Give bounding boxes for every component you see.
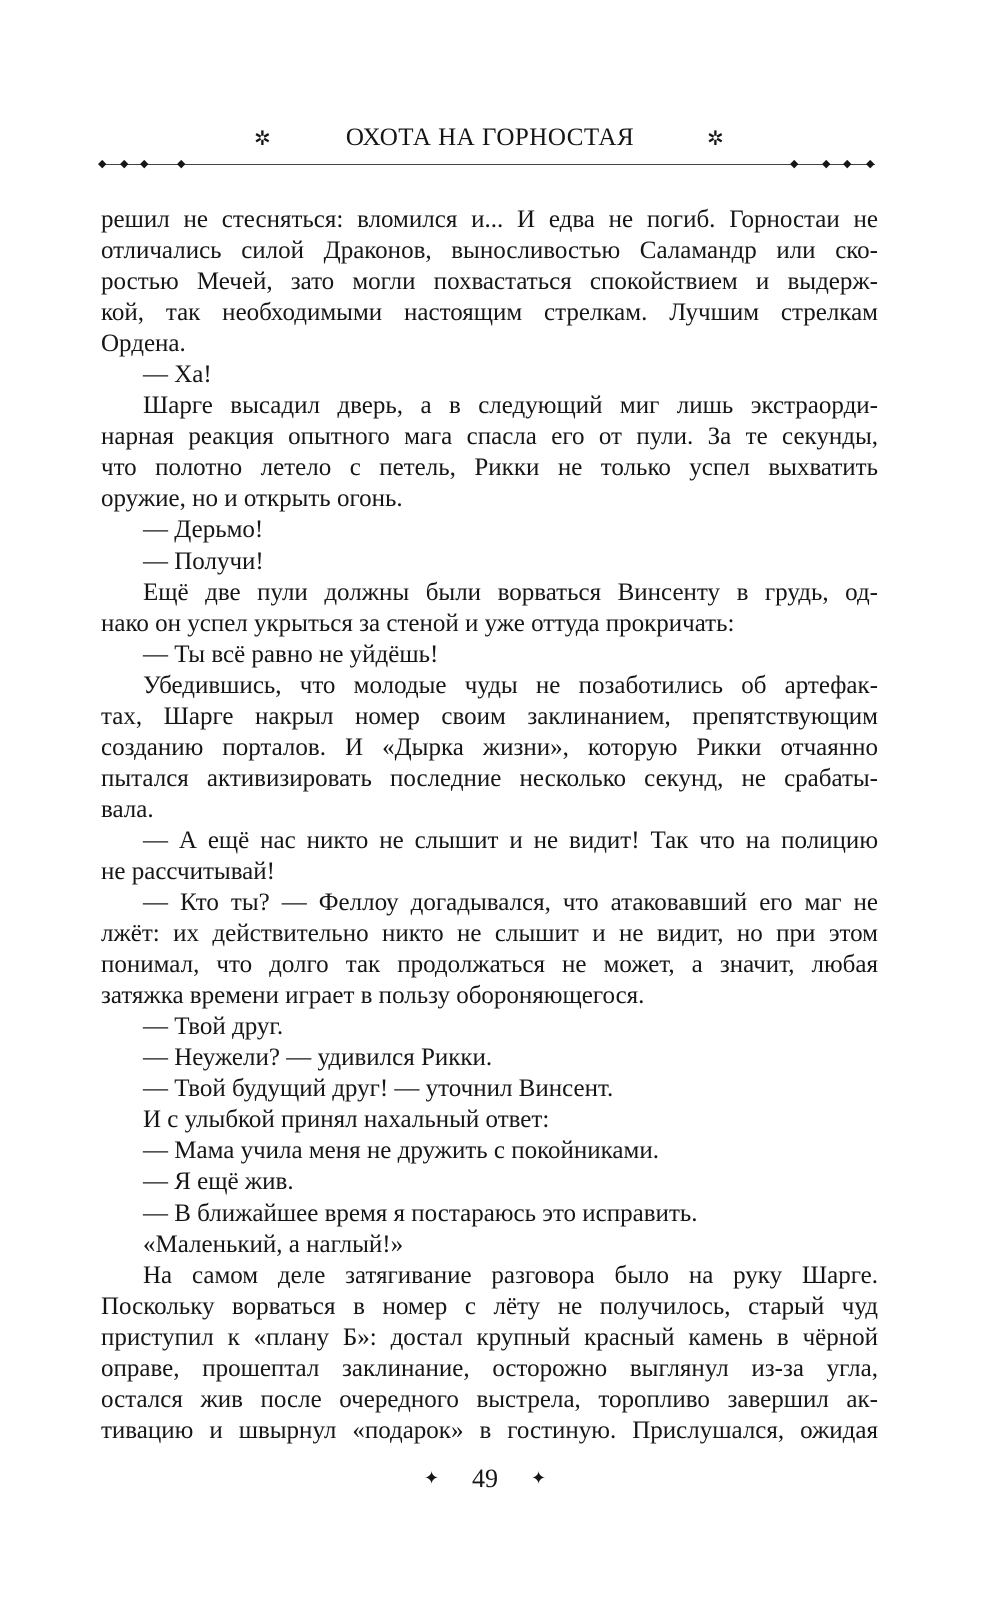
paragraph — [101, 577, 878, 639]
text-line: не рассчитывай! — [101, 857, 275, 885]
text-line: «Маленький, а наглый!» — [143, 1230, 404, 1258]
text-line: остался жив после очередного выстрела, торопливо завершил ак- — [101, 1385, 878, 1413]
rule-diamond-icon: ◆ — [866, 158, 875, 170]
paragraph — [101, 390, 878, 514]
paragraph — [101, 1042, 878, 1073]
paragraph — [101, 546, 878, 577]
text-line: Поскольку ворваться в номер с лёту не получилось, старый чуд — [101, 1292, 878, 1320]
text-line: нарная реакция опытного мага спасла его от пули. За те секунды, — [101, 423, 878, 451]
text-line: понимал, что долго так продолжаться не может, а значит, любая — [101, 951, 878, 979]
text-line: ростью Мечей, зато могли похвастаться спокойствием и выдерж- — [101, 268, 878, 296]
text-line: — Я ещё жив. — [143, 1168, 294, 1196]
paragraph — [101, 825, 878, 887]
text-line: оправе, прошептал заклинание, осторожно выглянул из-за угла, — [101, 1354, 878, 1382]
rule-diamond-icon: ◆ — [790, 158, 799, 170]
text-line: Шарге высадил дверь, а в следующий миг лишь экстраорди- — [143, 392, 878, 420]
rule-diamond-icon: ◆ — [177, 158, 186, 170]
text-line: созданию порталов. И «Дырка жизни», которую Рикки отчаянно — [101, 733, 878, 761]
rule-diamond-icon: ◆ — [98, 158, 107, 170]
running-header — [0, 124, 1000, 160]
paragraph — [101, 1104, 878, 1135]
text-line: приступил к «плану Б»: достал крупный красный камень в чёрной — [101, 1323, 878, 1351]
text-line: На самом деле затягивание разговора было на руку Шарге. — [143, 1261, 878, 1289]
text-line: — Ха! — [143, 361, 212, 389]
star-right-icon: ✦ — [531, 1468, 547, 1488]
paragraph — [101, 670, 878, 825]
text-line: — Твой друг. — [143, 1013, 284, 1041]
paragraph — [101, 514, 878, 545]
paragraph — [101, 1229, 878, 1260]
paragraph — [101, 1135, 878, 1166]
text-line: отличались силой Драконов, выносливостью Саламандр или ско- — [101, 237, 878, 265]
text-line: лжёт: их действительно никто не слышит и не видит, но при этом — [101, 920, 878, 948]
ornament-left-icon: ✲ — [254, 128, 271, 150]
text-line: что полотно летело с петель, Рикки не только успел выхватить — [101, 454, 878, 482]
running-title: ОХОТА НА ГОРНОСТАЯ — [345, 124, 635, 151]
text-line: — Твой будущий друг! — уточнил Винсент. — [143, 1075, 614, 1103]
text-line: нако он успел укрыться за стеной и уже оттуда прокричать: — [101, 609, 735, 637]
page-number: 49 — [472, 1464, 498, 1493]
text-line: пытался активизировать последние несколько секунд, не срабаты- — [101, 764, 878, 792]
header-rule — [104, 164, 875, 165]
paragraph — [101, 1011, 878, 1042]
paragraph — [101, 1166, 878, 1197]
paragraph — [101, 1260, 878, 1446]
text-line: вала. — [101, 795, 154, 823]
text-line: — А ещё нас никто не слышит и не видит! Так что на полицию — [143, 826, 878, 854]
paragraph — [101, 1073, 878, 1104]
star-left-icon: ✦ — [424, 1468, 440, 1488]
text-line: — Получи! — [143, 547, 264, 575]
text-line: — Дерьмо! — [143, 516, 264, 544]
paragraph — [101, 1198, 878, 1229]
text-line: оружие, но и открыть огонь. — [101, 485, 403, 513]
text-line: кой, так необходимыми настоящим стрелкам. Лучшим стрелкам — [101, 299, 878, 327]
text-line: — Кто ты? — Феллоу догадывался, что атаковавший его маг не — [143, 889, 878, 917]
text-line: — В ближайшее время я постараюсь это исправить. — [143, 1199, 698, 1227]
rule-diamond-icon: ◆ — [843, 158, 852, 170]
page-footer — [0, 1464, 1000, 1500]
text-line: решил не стесняться: вломился и... И едва не погиб. Горностаи не — [101, 206, 878, 233]
rule-diamond-icon: ◆ — [120, 158, 129, 170]
text-line: тах, Шарге накрыл номер своим заклинанием, препятствующим — [101, 702, 878, 730]
text-line: Убедившись, что молодые чуды не позаботились об артефак- — [143, 671, 878, 699]
text-line: Ещё две пули должны были ворваться Винсенту в грудь, од- — [143, 578, 878, 606]
ornament-right-icon: ✲ — [707, 128, 724, 150]
text-line: Ордена. — [101, 330, 186, 358]
body-text — [101, 204, 878, 1446]
paragraph — [101, 887, 878, 1011]
rule-diamond-icon: ◆ — [140, 158, 149, 170]
rule-diamond-icon: ◆ — [822, 158, 831, 170]
paragraph — [101, 359, 878, 390]
text-line: тивацию и швырнул «подарок» в гостиную. Прислушался, ожидая — [101, 1416, 878, 1444]
text-line: — Ты всё равно не уйдёшь! — [143, 640, 439, 668]
text-line: — Мама учила меня не дружить с покойниками. — [143, 1137, 659, 1165]
text-line: И с улыбкой принял нахальный ответ: — [143, 1106, 550, 1134]
text-line: затяжка времени играет в пользу обороняющегося. — [101, 982, 645, 1010]
paragraph — [101, 639, 878, 670]
text-line: — Неужели? — удивился Рикки. — [143, 1044, 493, 1072]
paragraph — [101, 204, 878, 359]
